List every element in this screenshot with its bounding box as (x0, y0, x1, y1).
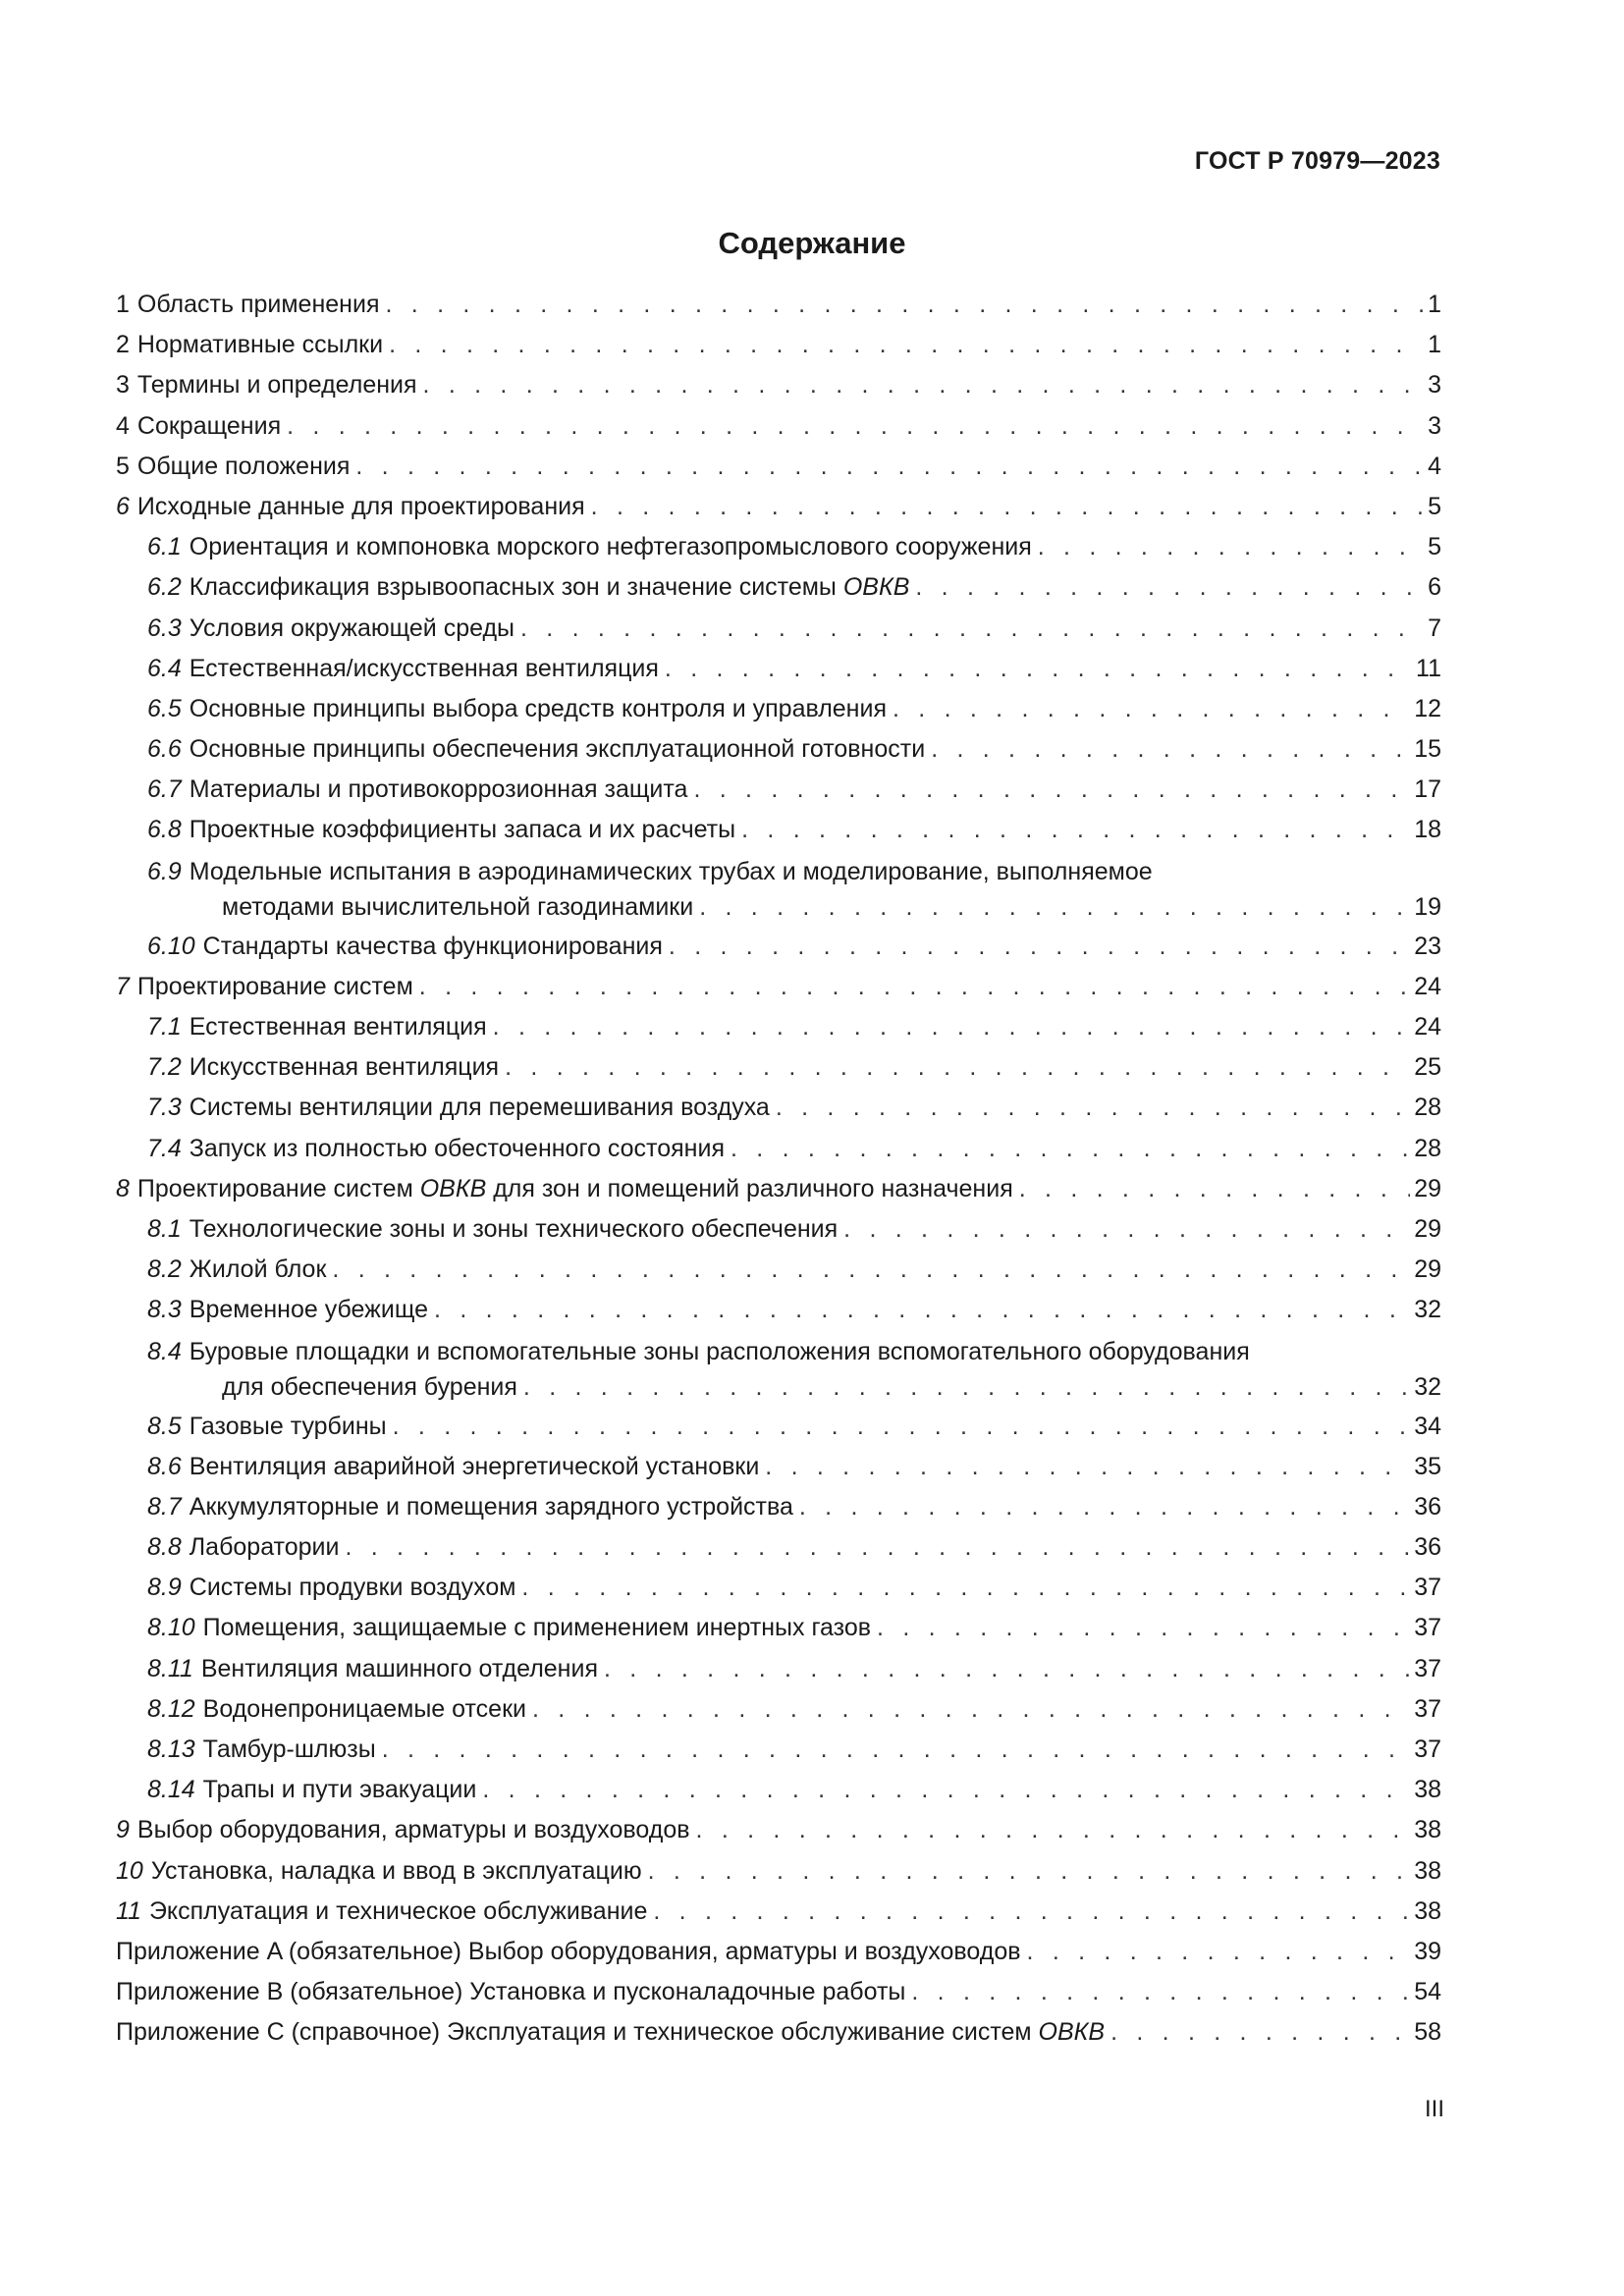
dot-leader (419, 970, 1410, 1004)
toc-entry-page: 38 (1414, 1776, 1441, 1804)
toc-entry[interactable] (116, 288, 1441, 322)
toc-entry[interactable] (116, 1293, 1441, 1327)
toc-entry-page: 35 (1414, 1452, 1441, 1480)
dot-leader (345, 1530, 1410, 1565)
toc-entry[interactable] (116, 1450, 1441, 1484)
toc-entry-number: 6.7 (147, 775, 182, 804)
toc-entry[interactable] (116, 1050, 1441, 1085)
toc-entry-title-text: Основные принципы обеспечения эксплуатационной готовности (189, 735, 926, 764)
table-of-contents (116, 288, 1441, 2056)
toc-entry-page: 11 (1416, 654, 1441, 682)
toc-entry-page: 1 (1428, 291, 1441, 318)
toc-entry-number: 6.3 (147, 614, 182, 642)
toc-entry-title-text: Приложение B (обязательное) Установка и пусконаладочные работы (116, 1978, 906, 2006)
toc-entry-page: 37 (1414, 1654, 1441, 1682)
toc-entry-title-text: Основные принципы выбора средств контроля и управления (189, 694, 887, 722)
toc-entry-page: 17 (1414, 775, 1441, 804)
toc-entry[interactable] (116, 1692, 1441, 1727)
toc-entry-title-text: Естественная вентиляция (189, 1013, 487, 1041)
toc-entry-page: 19 (1414, 892, 1441, 921)
toc-entry-page: 38 (1414, 1816, 1441, 1844)
toc-entry[interactable] (116, 692, 1441, 726)
toc-entry-title (189, 1212, 838, 1247)
toc-entry[interactable] (116, 409, 1441, 444)
toc-entry-title-text: Проектные коэффициенты запаса и их расчеты (189, 816, 736, 844)
page-number: III (1424, 2096, 1444, 2122)
toc-entry-title (203, 930, 663, 964)
dot-leader (731, 1132, 1410, 1166)
toc-entry-page: 36 (1414, 1492, 1441, 1521)
toc-entry[interactable] (116, 1212, 1441, 1247)
toc-entry-title-text: Ориентация и компоновка морского нефтегазопромыслового сооружения (189, 533, 1032, 561)
dot-leader (911, 1975, 1410, 2009)
toc-entry-title (189, 732, 925, 767)
toc-entry-page: 29 (1414, 1214, 1441, 1243)
toc-entry-title (189, 1338, 1250, 1365)
toc-entry-number: 8.9 (147, 1574, 182, 1602)
toc-entry-number: 8.1 (147, 1214, 182, 1243)
toc-entry-page: 32 (1414, 1372, 1441, 1401)
toc-entry[interactable] (116, 1975, 1441, 2009)
toc-entry-number: 5 (116, 452, 130, 480)
toc-entry-title (189, 1490, 793, 1524)
toc-entry[interactable] (116, 530, 1441, 564)
toc-entry-page: 37 (1414, 1694, 1441, 1723)
dot-leader (393, 1410, 1411, 1444)
toc-entry-title-text: Технологические зоны и зоны технического обеспечения (189, 1214, 839, 1243)
dot-leader (287, 409, 1424, 444)
toc-entry-page: 4 (1428, 452, 1441, 480)
toc-entry-title (189, 1293, 428, 1327)
toc-entry-page: 28 (1414, 1134, 1441, 1162)
toc-entry-title-continued: методами вычислительной газодинамики (222, 892, 694, 921)
toc-entry-abbrev: ОВКВ (1038, 2018, 1106, 2047)
toc-entry[interactable] (116, 1611, 1441, 1645)
toc-entry-title-text: Искусственная вентиляция (189, 1053, 500, 1082)
toc-entry[interactable] (116, 1253, 1441, 1287)
toc-entry-title-text: Аккумуляторные и помещения зарядного устройства (189, 1492, 793, 1521)
toc-entry-title (203, 1611, 871, 1645)
toc-entry-title-text: Естественная/искусственная вентиляция (189, 654, 659, 682)
toc-entry-page: 24 (1414, 1013, 1441, 1041)
toc-entry-title-text: Модельные испытания в аэродинамических трубах и моделирование, выполняемое (189, 857, 1153, 885)
toc-entry-number: 8.8 (147, 1533, 182, 1562)
toc-entry-number: 6.5 (147, 694, 182, 722)
toc-entry-title-text: Запуск из полностью обесточенного состояния (189, 1134, 725, 1162)
toc-entry-page: 32 (1414, 1296, 1441, 1324)
toc-entry-page: 15 (1414, 735, 1441, 764)
toc-entry-number: 6.8 (147, 816, 182, 844)
dot-leader (355, 450, 1424, 484)
toc-entry-number: 7.4 (147, 1134, 182, 1162)
toc-entry-title (137, 409, 281, 444)
toc-entry-title-tail: для зон и помещений различного назначения (493, 1174, 1013, 1202)
toc-entry-title (189, 858, 1153, 885)
toc-entry-title-text: Жилой блок (189, 1255, 327, 1284)
page-title: Содержание (718, 226, 906, 260)
toc-entry-title (137, 970, 413, 1004)
toc-entry-number: 8.5 (147, 1412, 182, 1440)
toc-entry-title (137, 490, 585, 524)
toc-entry[interactable] (116, 773, 1441, 807)
toc-entry[interactable] (116, 854, 1441, 925)
toc-entry[interactable] (116, 1935, 1441, 1969)
toc-entry-page: 39 (1414, 1937, 1441, 1965)
toc-entry-title (189, 1571, 516, 1605)
toc-entry-title (149, 1895, 647, 1929)
toc-entry-number: 8.4 (147, 1337, 182, 1365)
toc-entry[interactable] (116, 930, 1441, 964)
toc-entry-title (189, 1050, 499, 1085)
toc-entry-number: 6.6 (147, 735, 182, 764)
toc-entry-page: 38 (1414, 1896, 1441, 1925)
dot-leader (693, 773, 1410, 807)
dot-leader (699, 889, 1410, 925)
dot-leader (423, 368, 1425, 402)
toc-entry-number: 6.4 (147, 654, 182, 682)
toc-entry[interactable] (116, 1172, 1441, 1206)
toc-entry-title (189, 1091, 770, 1125)
toc-entry-title-text: Проектирование систем (136, 1174, 413, 1202)
toc-entry-title-text: Общие положения (136, 452, 351, 480)
toc-entry-title-text: Материалы и противокоррозионная защита (189, 775, 688, 804)
toc-entry-number: 9 (116, 1816, 130, 1844)
toc-entry-title-text: Водонепроницаемые отсеки (202, 1694, 526, 1723)
dot-leader (482, 1773, 1410, 1807)
toc-entry-title-text: Газовые турбины (189, 1412, 387, 1440)
toc-entry-page: 6 (1428, 573, 1441, 602)
toc-entry-title (189, 813, 735, 847)
toc-entry-title (189, 773, 688, 807)
toc-entry[interactable] (116, 1530, 1441, 1565)
toc-entry-page: 5 (1428, 492, 1441, 520)
toc-entry-page: 29 (1414, 1174, 1441, 1202)
dot-leader (385, 288, 1424, 322)
toc-entry-title (189, 692, 887, 726)
dot-leader (893, 692, 1410, 726)
toc-entry-title-text: Вентиляция аварийной энергетической установки (189, 1452, 760, 1480)
toc-entry-title (189, 1450, 760, 1484)
toc-entry-number: 4 (116, 411, 130, 440)
toc-entry-number: 7 (116, 972, 130, 1000)
toc-entry-abbrev: ОВКВ (842, 573, 910, 602)
toc-entry-page: 37 (1414, 1614, 1441, 1642)
toc-entry[interactable] (116, 1091, 1441, 1125)
toc-entry-number: 7.2 (147, 1053, 182, 1082)
dot-leader (843, 1212, 1410, 1247)
toc-entry-page: 58 (1414, 2018, 1441, 2047)
toc-entry-title-text: Сокращения (136, 411, 282, 440)
toc-entry-title (189, 530, 1032, 564)
dot-leader (520, 612, 1424, 646)
toc-entry-title-text: Проектирование систем (136, 972, 413, 1000)
toc-entry-page: 5 (1428, 533, 1441, 561)
toc-entry-title-text: Помещения, защищаемые с применением инертных газов (202, 1614, 872, 1642)
toc-entry-page: 3 (1428, 371, 1441, 400)
toc-entry-title (189, 1253, 327, 1287)
toc-entry[interactable] (116, 652, 1441, 686)
toc-entry[interactable] (116, 570, 1441, 605)
toc-entry-number: 7.1 (147, 1013, 182, 1041)
toc-entry-number: 2 (116, 331, 130, 359)
toc-entry-page: 3 (1428, 411, 1441, 440)
toc-entry-number: 6.2 (147, 573, 182, 602)
toc-entry-number: 6 (116, 492, 130, 520)
toc-entry-title-text: Временное убежище (189, 1296, 429, 1324)
toc-entry-number: 8.14 (147, 1776, 195, 1804)
toc-entry-page: 36 (1414, 1533, 1441, 1562)
toc-entry-title (189, 1010, 487, 1044)
dot-leader (1038, 530, 1424, 564)
dot-leader (532, 1692, 1410, 1727)
toc-entry-title-text: Системы продувки воздухом (189, 1574, 516, 1602)
toc-entry[interactable] (116, 1895, 1441, 1929)
dot-leader (669, 930, 1410, 964)
toc-entry[interactable] (116, 1490, 1441, 1524)
toc-entry-abbrev: ОВКВ (419, 1174, 487, 1202)
toc-entry-number: 6.9 (147, 857, 182, 885)
toc-entry[interactable] (116, 1571, 1441, 1605)
toc-entry-page: 18 (1414, 816, 1441, 844)
toc-entry-title (203, 1692, 526, 1727)
toc-entry-page: 37 (1414, 1574, 1441, 1602)
toc-entry[interactable] (116, 368, 1441, 402)
toc-entry-title-text: Вентиляция машинного отделения (200, 1654, 598, 1682)
toc-entry-number: 7.3 (147, 1094, 182, 1122)
toc-entry-page: 37 (1414, 1735, 1441, 1763)
toc-entry-number: 8.13 (147, 1735, 195, 1763)
toc-entry-title-text: Установка, наладка и ввод в эксплуатацию (150, 1856, 642, 1885)
dot-leader (653, 1895, 1410, 1929)
toc-entry-number: 10 (116, 1856, 143, 1885)
dot-leader (799, 1490, 1410, 1524)
toc-entry[interactable] (116, 732, 1441, 767)
toc-entry-page: 29 (1414, 1255, 1441, 1284)
toc-entry-title-text: Условия окружающей среды (189, 614, 515, 642)
toc-entry-page: 23 (1414, 932, 1441, 960)
toc-entry[interactable] (116, 612, 1441, 646)
toc-entry-number: 8.3 (147, 1296, 182, 1324)
toc-entry-title (189, 1410, 387, 1444)
dot-leader (434, 1293, 1410, 1327)
dot-leader (915, 570, 1424, 605)
dot-leader (604, 1652, 1410, 1686)
toc-entry[interactable] (116, 328, 1441, 362)
toc-entry[interactable] (116, 490, 1441, 524)
toc-entry-number: 8.7 (147, 1492, 182, 1521)
toc-entry-title (137, 1813, 690, 1847)
toc-entry-page: 25 (1414, 1053, 1441, 1082)
toc-entry-title-text: Буровые площадки и вспомогательные зоны расположения вспомогательного оборудования (189, 1337, 1250, 1365)
toc-entry-page: 24 (1414, 972, 1441, 1000)
toc-entry[interactable] (116, 1813, 1441, 1847)
dot-leader (1110, 2015, 1410, 2050)
toc-entry-title-text: Нормативные ссылки (136, 331, 384, 359)
toc-entry-title-text: Трапы и пути эвакуации (202, 1776, 477, 1804)
toc-entry-number: 8.12 (147, 1694, 195, 1723)
toc-entry-page: 12 (1414, 694, 1441, 722)
toc-entry-title-text: Выбор оборудования, арматуры и воздуховодов (136, 1816, 690, 1844)
toc-entry-title (189, 652, 659, 686)
toc-entry-page: 34 (1414, 1412, 1441, 1440)
toc-entry[interactable] (116, 1773, 1441, 1807)
toc-entry-title-text: Тамбур-шлюзы (202, 1735, 376, 1763)
dot-leader (493, 1010, 1411, 1044)
dot-leader (696, 1813, 1411, 1847)
toc-entry-title (116, 1935, 1021, 1969)
toc-entry-number: 6.10 (147, 932, 195, 960)
toc-entry-number: 8.2 (147, 1255, 182, 1284)
document-code: ГОСТ Р 70979—2023 (1194, 147, 1440, 175)
dot-leader (877, 1611, 1410, 1645)
toc-entry-title-text: Область применения (136, 291, 380, 318)
dot-leader (389, 328, 1424, 362)
toc-entry[interactable] (116, 1410, 1441, 1444)
toc-entry-title (137, 288, 380, 322)
toc-entry-number: 11 (116, 1896, 141, 1925)
toc-entry-title (137, 328, 383, 362)
toc-entry[interactable] (116, 970, 1441, 1004)
toc-entry-title (116, 2015, 1105, 2050)
toc-entry-title (189, 570, 910, 605)
dot-leader (523, 1369, 1410, 1405)
dot-leader (931, 732, 1410, 767)
toc-entry-title (151, 1854, 642, 1889)
dot-leader (521, 1571, 1410, 1605)
toc-entry[interactable] (116, 1132, 1441, 1166)
toc-entry-number: 6.1 (147, 533, 182, 561)
toc-entry-number: 8 (116, 1174, 130, 1202)
toc-entry-title-text: Классификация взрывоопасных зон и значение системы (189, 573, 837, 602)
dot-leader (591, 490, 1424, 524)
toc-entry-title-text: Лаборатории (189, 1533, 340, 1562)
toc-entry-title-text: Стандарты качества функционирования (202, 932, 663, 960)
dot-leader (776, 1091, 1410, 1125)
toc-entry-title-text: Эксплуатация и техническое обслуживание (148, 1896, 648, 1925)
toc-entry-title-continued: для обеспечения бурения (222, 1372, 517, 1401)
toc-entry[interactable] (116, 1733, 1441, 1767)
toc-entry-page: 28 (1414, 1094, 1441, 1122)
dot-leader (765, 1450, 1410, 1484)
toc-entry-title-text: Термины и определения (136, 371, 417, 400)
toc-entry[interactable] (116, 1010, 1441, 1044)
toc-entry[interactable] (116, 1652, 1441, 1686)
toc-entry-title (137, 368, 417, 402)
toc-entry[interactable] (116, 813, 1441, 847)
toc-entry-page: 38 (1414, 1856, 1441, 1885)
toc-entry-title (137, 1172, 1013, 1206)
dot-leader (505, 1050, 1410, 1085)
dot-leader (648, 1854, 1411, 1889)
toc-entry-title-text: Исходные данные для проектирования (136, 492, 585, 520)
toc-entry-number: 8.6 (147, 1452, 182, 1480)
toc-entry-title-text: Приложение C (справочное) Эксплуатация и техническое обслуживание систем (116, 2018, 1032, 2047)
toc-entry-number: 3 (116, 371, 130, 400)
toc-entry-page: 1 (1428, 331, 1441, 359)
toc-entry-page: 54 (1414, 1978, 1441, 2006)
dot-leader (1019, 1172, 1410, 1206)
toc-entry[interactable] (116, 450, 1441, 484)
dot-leader (665, 652, 1412, 686)
toc-entry-title (203, 1773, 477, 1807)
dot-leader (741, 813, 1410, 847)
toc-entry-title-text: Системы вентиляции для перемешивания воздуха (189, 1094, 770, 1122)
toc-entry-title (189, 1530, 340, 1565)
toc-entry-title (189, 1132, 725, 1166)
toc-entry-number: 8.10 (147, 1614, 195, 1642)
toc-entry-title (116, 1975, 905, 2009)
toc-entry[interactable] (116, 1334, 1441, 1405)
dot-leader (1027, 1935, 1411, 1969)
toc-entry-title (189, 612, 514, 646)
dot-leader (332, 1253, 1410, 1287)
toc-entry-title (203, 1733, 376, 1767)
toc-entry[interactable] (116, 2015, 1441, 2050)
dot-leader (382, 1733, 1411, 1767)
toc-entry-number: 1 (116, 291, 130, 318)
toc-entry-number: 8.11 (147, 1654, 193, 1682)
toc-entry-page: 7 (1428, 614, 1441, 642)
toc-entry-title (137, 450, 350, 484)
toc-entry-title (201, 1652, 598, 1686)
toc-entry-title-text: Приложение A (обязательное) Выбор оборудования, арматуры и воздуховодов (116, 1937, 1021, 1965)
toc-entry[interactable] (116, 1854, 1441, 1889)
